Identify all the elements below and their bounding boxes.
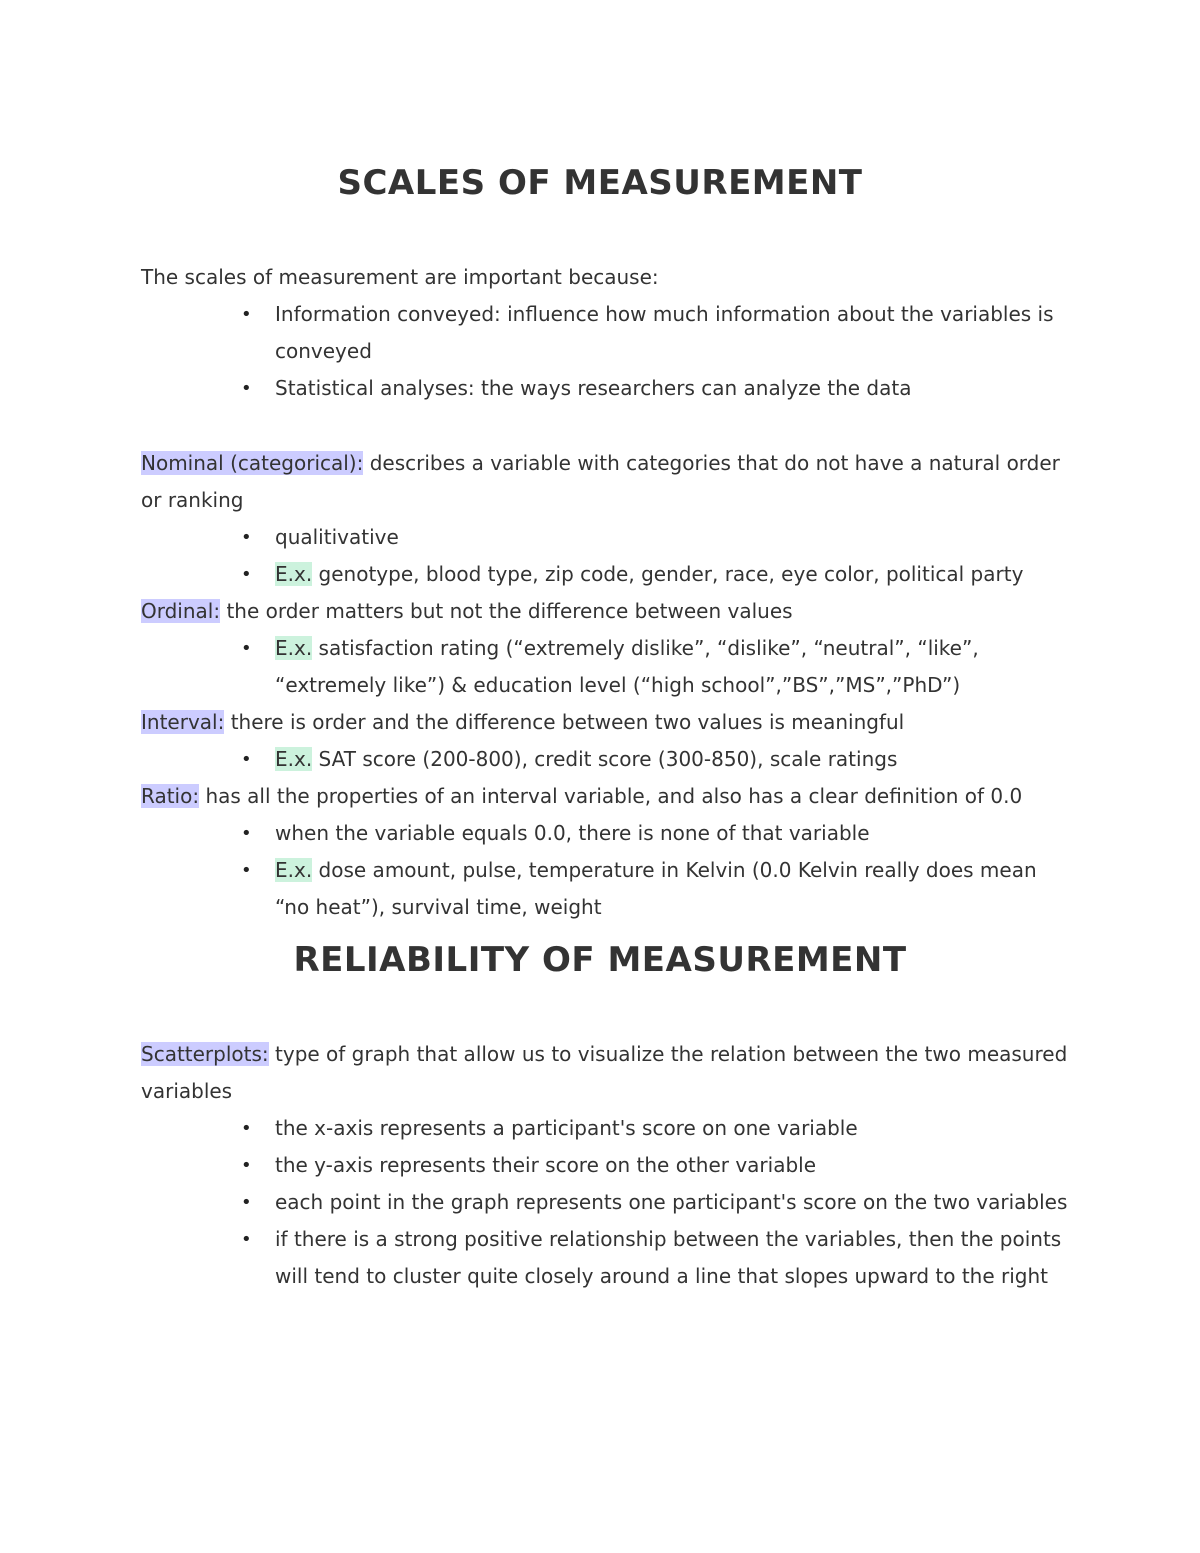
nominal-bullet-list <box>141 519 1071 593</box>
list-item <box>141 1110 1071 1147</box>
bullet-icon: • <box>241 527 252 548</box>
list-item <box>141 370 1071 407</box>
example-label: E.x. <box>275 636 313 660</box>
interval-definition <box>141 704 1071 741</box>
bullet-icon: • <box>241 1155 252 1176</box>
bullet-icon: • <box>241 749 252 770</box>
list-item-text: the y-axis represents their score on the other variable <box>275 1153 817 1177</box>
nominal-desc: describes a variable with categories that do not have a natural order or ranking <box>141 451 1060 512</box>
list-item <box>141 630 1071 704</box>
nominal-definition <box>141 445 1071 519</box>
list-item-text: Information conveyed: influence how much information about the variables is conveyed <box>275 302 1054 363</box>
list-item <box>141 852 1071 926</box>
scales-intro-block <box>141 259 1071 407</box>
list-item <box>141 1221 1071 1295</box>
page-title-reliability: RELIABILITY OF MEASUREMENT <box>293 940 907 980</box>
interval-bullet-list <box>141 741 1071 778</box>
scatterplots-bullet-list <box>141 1110 1071 1295</box>
scales-definitions-block <box>141 445 1071 926</box>
scatterplots-term: Scatterplots: <box>141 1042 269 1066</box>
ordinal-term: Ordinal: <box>141 599 221 623</box>
example-text: SAT score (200-800), credit score (300-850), scale ratings <box>312 747 898 771</box>
interval-desc: there is order and the difference between two values is meaningful <box>224 710 905 734</box>
bullet-icon: • <box>241 823 252 844</box>
page-title-scales: SCALES OF MEASUREMENT <box>337 163 863 203</box>
bullet-icon: • <box>241 1118 252 1139</box>
nominal-term: Nominal (categorical): <box>141 451 364 475</box>
example-label: E.x. <box>275 858 313 882</box>
ratio-desc: has all the properties of an interval variable, and also has a clear definition of 0.0 <box>199 784 1023 808</box>
list-item-text: if there is a strong positive relationship between the variables, then the points will tend to cluster quite closely around a line that slopes upward to the right <box>275 1227 1062 1288</box>
list-item-text: each point in the graph represents one participant's score on the two variables <box>275 1190 1068 1214</box>
ratio-bullet-list <box>141 815 1071 926</box>
list-item <box>141 519 1071 556</box>
intro-bullet-list <box>141 296 1071 407</box>
list-item-text: Statistical analyses: the ways researchers can analyze the data <box>275 376 912 400</box>
bullet-icon: • <box>241 564 252 585</box>
ordinal-definition <box>141 593 1071 630</box>
list-item <box>141 296 1071 370</box>
scatterplots-desc: type of graph that allow us to visualize the relation between the two measured variables <box>141 1042 1068 1103</box>
interval-term: Interval: <box>141 710 225 734</box>
ratio-term: Ratio: <box>141 784 200 808</box>
example-text: satisfaction rating (“extremely dislike”, “dislike”, “neutral”, “like”, “extremely like”) & education level (“high school”,”BS”,”MS”,”PhD”) <box>275 636 979 697</box>
list-item-text: when the variable equals 0.0, there is none of that variable <box>275 821 870 845</box>
bullet-icon: • <box>241 378 252 399</box>
list-item <box>141 815 1071 852</box>
ratio-definition <box>141 778 1071 815</box>
list-item <box>141 741 1071 778</box>
scatterplots-definition <box>141 1036 1071 1110</box>
ordinal-bullet-list <box>141 630 1071 704</box>
bullet-icon: • <box>241 1229 252 1250</box>
example-label: E.x. <box>275 747 313 771</box>
bullet-icon: • <box>241 304 252 325</box>
bullet-icon: • <box>241 860 252 881</box>
list-item <box>141 1184 1071 1221</box>
bullet-icon: • <box>241 638 252 659</box>
intro-text: The scales of measurement are important because: <box>141 265 659 289</box>
list-item <box>141 1147 1071 1184</box>
example-text: genotype, blood type, zip code, gender, race, eye color, political party <box>312 562 1024 586</box>
example-text: dose amount, pulse, temperature in Kelvin (0.0 Kelvin really does mean “no heat”), survival time, weight <box>275 858 1037 919</box>
list-item-text: qualitivative <box>275 525 399 549</box>
list-item-text: the x-axis represents a participant's score on one variable <box>275 1116 858 1140</box>
list-item <box>141 556 1071 593</box>
ordinal-desc: the order matters but not the difference between values <box>220 599 793 623</box>
example-label: E.x. <box>275 562 313 586</box>
reliability-block <box>141 1036 1071 1295</box>
bullet-icon: • <box>241 1192 252 1213</box>
